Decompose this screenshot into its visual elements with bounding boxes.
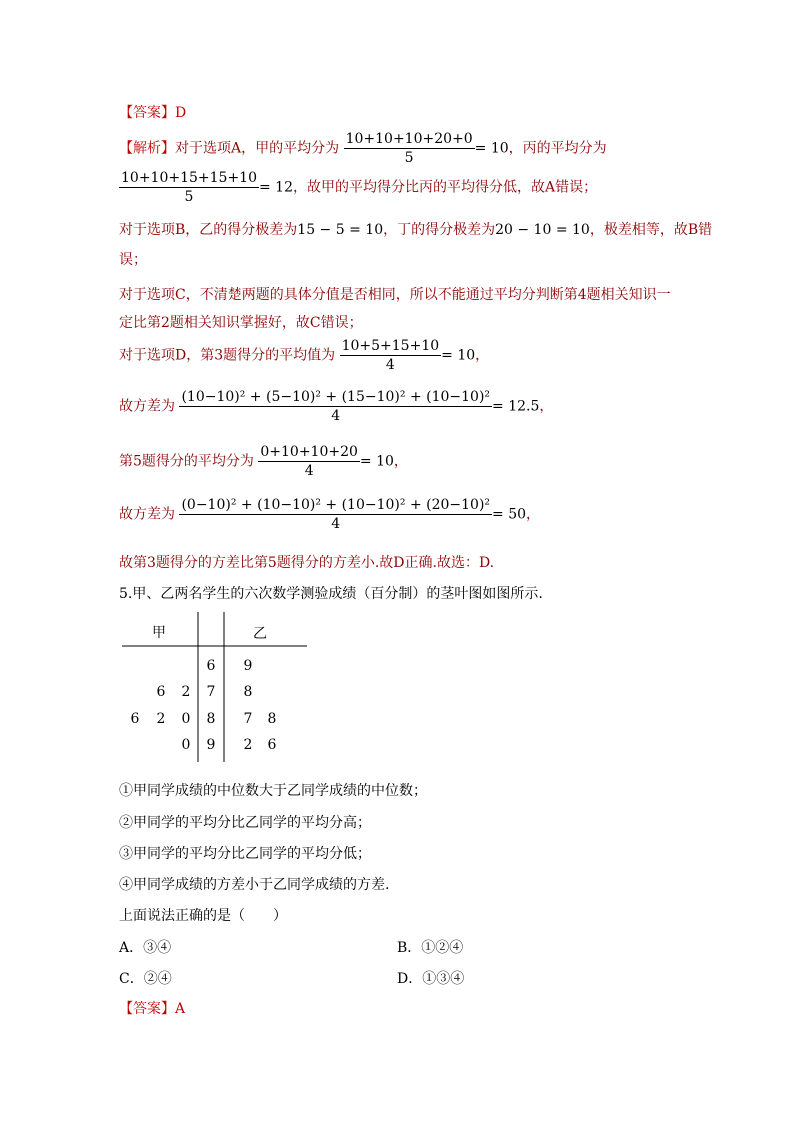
analysis-text: 对于选项A，甲的平均分为 — [175, 140, 340, 157]
numerator: (10−10)² + (5−10)² + (15−10)² + (10−10)² — [181, 389, 491, 405]
answer-line-2 — [119, 998, 185, 1018]
statement-1 — [119, 780, 427, 800]
denominator: 5 — [404, 150, 414, 166]
statement-text: ③甲同学的平均分比乙同学的平均分低； — [119, 846, 371, 862]
analysis-text: 故第3题得分的方差比第5题得分的方差小.故D正确.故选：D. — [119, 555, 495, 571]
leaf-cell: 8 — [267, 711, 277, 727]
leaf-cell: 8 — [243, 684, 253, 700]
leaf-cell: 6 — [267, 737, 277, 753]
numerator: 0+10+10+20 — [260, 444, 358, 460]
question-stem — [119, 583, 543, 603]
analysis-text: 定比第2题相关知识掌握好，故C错误； — [119, 315, 363, 331]
math-inline: 15 − 5 = 10 — [297, 222, 384, 238]
analysis-text: 对于选项B，乙的得分极差为 — [119, 222, 298, 238]
analysis-line-2 — [119, 169, 597, 206]
analysis-line-5 — [119, 284, 671, 304]
math-result: = 12.5 — [492, 398, 540, 415]
leaf-cell: 9 — [243, 658, 253, 674]
numerator: 10+10+10+20+0 — [345, 131, 473, 147]
analysis-text: ，故甲的平均得分比丙的平均得分低，故A错误； — [293, 179, 598, 196]
question-text: 5.甲、乙两名学生的六次数学测验成绩（百分制）的茎叶图如图所示. — [119, 586, 543, 602]
question-ask — [119, 905, 287, 925]
stem-cell: 8 — [206, 711, 216, 727]
statement-text: ②甲同学的平均分比乙同学的平均分高； — [119, 815, 371, 831]
leaf-cell: 7 — [243, 711, 253, 727]
answer-value: D — [175, 105, 187, 121]
answer-value: A — [175, 1001, 186, 1017]
analysis-line-9 — [119, 443, 408, 480]
left-header: 甲 — [152, 625, 166, 641]
analysis-line-11 — [119, 552, 494, 572]
math-result: = 10 — [359, 453, 394, 470]
denominator: 4 — [385, 357, 395, 373]
analysis-line-10 — [119, 496, 540, 533]
numerator: (0−10)² + (10−10)² + (10−10)² + (20−10)² — [181, 497, 491, 513]
math-result: = 10 — [474, 140, 509, 157]
analysis-text: ，丙的平均分为 — [508, 140, 607, 157]
stem-leaf-plot — [121, 612, 311, 762]
analysis-text: ， — [539, 398, 554, 415]
answer-line-1 — [119, 102, 186, 122]
denominator: 4 — [331, 408, 341, 424]
analysis-line-3 — [119, 219, 712, 239]
math-result: = 12 — [259, 179, 293, 196]
analysis-line-6 — [119, 312, 363, 332]
answer-label: 【答案】 — [119, 105, 175, 121]
option-a[interactable]: A．③④ — [119, 940, 172, 956]
analysis-text: ，丁的得分极差为 — [383, 222, 496, 238]
analysis-line-4 — [119, 249, 147, 269]
question-text: 上面说法正确的是（ ） — [119, 908, 287, 924]
fraction-avg-bing — [119, 169, 259, 206]
leaf-cell: 6 — [156, 684, 166, 700]
denominator: 5 — [184, 189, 194, 205]
analysis-line-1 — [119, 130, 607, 167]
leaf-cell: 2 — [156, 711, 166, 727]
leaf-cell: 2 — [243, 737, 253, 753]
fraction-avg-jia — [344, 130, 475, 167]
leaf-cell: 6 — [130, 711, 140, 727]
stem-cell: 6 — [206, 658, 216, 674]
leaf-cell: 2 — [181, 684, 191, 700]
stem-cell: 9 — [206, 737, 216, 753]
analysis-text: ， — [475, 347, 490, 364]
analysis-text: ， — [393, 453, 408, 470]
option-c[interactable]: C．②④ — [119, 971, 172, 987]
denominator: 4 — [331, 516, 341, 532]
statement-text: ①甲同学成绩的中位数大于乙同学成绩的中位数； — [119, 783, 427, 799]
option-b[interactable]: B．①②④ — [397, 940, 464, 956]
right-header: 乙 — [253, 626, 267, 642]
analysis-text: 故方差为 — [119, 506, 175, 523]
denominator: 4 — [304, 463, 314, 479]
numerator: 10+5+15+10 — [341, 338, 440, 354]
analysis-line-7 — [119, 337, 489, 374]
math-result: = 50 — [492, 506, 527, 523]
analysis-text: 第5题得分的平均分为 — [119, 453, 254, 470]
math-inline: 20 − 10 = 10 — [495, 222, 590, 238]
stem-cell: 7 — [206, 684, 216, 700]
fraction-var-q3 — [179, 388, 492, 425]
fraction-avg-q3 — [340, 337, 442, 374]
option-d[interactable]: D．①③④ — [397, 971, 465, 987]
fraction-var-q5 — [179, 496, 492, 533]
analysis-label: 【解析】 — [119, 140, 175, 157]
analysis-text: 故方差为 — [119, 398, 175, 415]
fraction-avg-q5 — [258, 443, 360, 480]
leaf-cell: 0 — [181, 711, 191, 727]
analysis-text: 对于选项C，不清楚两题的具体分值是否相同，所以不能通过平均分判断第4题相关知识一 — [119, 287, 671, 303]
analysis-line-8 — [119, 388, 553, 425]
statement-3 — [119, 843, 371, 863]
analysis-text: 误； — [119, 252, 147, 268]
analysis-text: ，极差相等，故B错 — [589, 222, 713, 238]
statement-4 — [119, 874, 389, 894]
statement-2 — [119, 812, 371, 832]
numerator: 10+10+15+15+10 — [121, 170, 257, 186]
answer-label: 【答案】 — [119, 1001, 175, 1017]
math-result: = 10 — [441, 347, 476, 364]
leaf-cell: 0 — [181, 737, 191, 753]
analysis-text: 对于选项D，第3题得分的平均值为 — [119, 347, 336, 364]
analysis-text: ， — [526, 506, 541, 523]
statement-text: ④甲同学成绩的方差小于乙同学成绩的方差. — [119, 877, 390, 893]
